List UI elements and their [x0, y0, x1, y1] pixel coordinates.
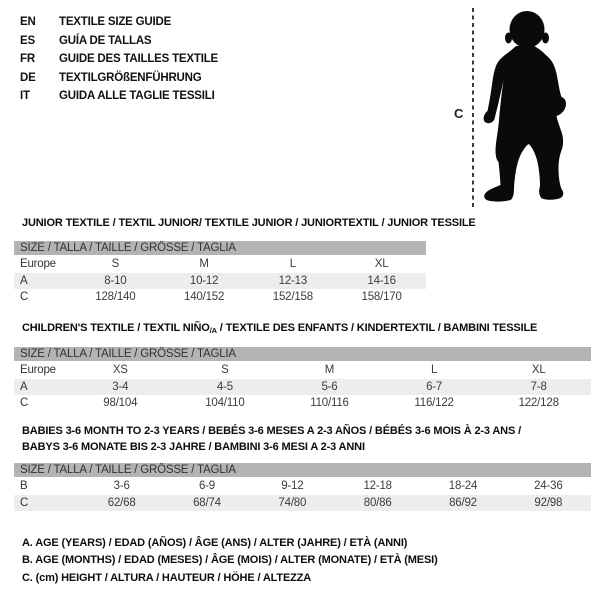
language-row — [20, 69, 218, 88]
size-cell: L — [289, 258, 296, 270]
size-cell: 152/158 — [272, 291, 313, 303]
language-row — [20, 13, 218, 32]
size-cell: 7-8 — [530, 380, 547, 393]
table-row — [14, 289, 426, 306]
size-cell: 5-6 — [321, 380, 338, 393]
language-code: DE — [20, 71, 36, 84]
size-cell: 128/140 — [95, 291, 136, 303]
guide-title: GUIDE DES TAILLES TEXTILE — [59, 53, 218, 66]
size-cell: 6-7 — [426, 380, 443, 393]
size-cell: 98/104 — [103, 397, 138, 409]
table-row — [14, 379, 591, 396]
heading-text: BABIES 3-6 MONTH TO 2-3 YEARS / BEBÉS 3-6 MESES A 2-3 AÑOS / BÉBÉS 3-6 MOIS À 2-3 ANS / — [22, 425, 521, 437]
height-measure-dashed-line — [472, 8, 474, 207]
size-cell: M — [199, 258, 209, 270]
size-cell: XS — [112, 364, 128, 376]
language-title-list — [20, 13, 218, 106]
guide-title: GUÍA DE TALLAS — [59, 34, 152, 47]
section-heading-children — [22, 321, 537, 339]
size-cell: 12-18 — [363, 480, 392, 492]
size-cell: S — [111, 258, 120, 270]
size-cell: 3-4 — [112, 380, 129, 393]
babies-size-table — [14, 463, 591, 511]
size-cell: 92/98 — [534, 496, 563, 509]
children-size-table — [14, 347, 591, 412]
size-cell: M — [324, 364, 335, 376]
legend-footnotes — [22, 535, 438, 587]
guide-title: TEXTILE SIZE GUIDE — [59, 16, 172, 28]
row-label: Europe — [20, 364, 56, 376]
size-cell: S — [221, 364, 229, 376]
size-cell: 14-16 — [367, 274, 396, 287]
size-cell: 6-9 — [198, 480, 215, 492]
size-bar-row — [14, 347, 591, 362]
size-cell: L — [430, 364, 438, 376]
size-cell: 24-36 — [534, 480, 563, 492]
heading-text: BABYS 3-6 MONATE BIS 2-3 JAHRE / BAMBINI 3-6 MESI A 2-3 ANNI — [22, 440, 365, 453]
language-code: ES — [20, 34, 35, 47]
size-cell: 74/80 — [278, 496, 307, 509]
size-cell: 140/152 — [184, 291, 225, 303]
row-label: C — [20, 397, 29, 409]
table-row — [14, 495, 591, 512]
row-label: C — [20, 291, 29, 303]
language-code: FR — [20, 53, 35, 66]
size-cell: 18-24 — [448, 480, 478, 492]
size-bar-row — [14, 463, 591, 478]
size-cell: 8-10 — [104, 274, 127, 287]
section-heading-babies — [22, 424, 521, 455]
size-cell: 116/122 — [414, 397, 454, 409]
size-cell: 9-12 — [281, 480, 304, 492]
table-row — [14, 256, 426, 273]
row-label: B — [20, 480, 28, 492]
size-cell: 86/92 — [449, 496, 477, 509]
size-cell: 10-12 — [189, 274, 219, 287]
heading-subscript: /A — [209, 326, 217, 335]
junior-size-table — [14, 241, 426, 306]
heading-line-1 — [22, 424, 521, 440]
size-cell: 4-5 — [216, 380, 233, 393]
size-bar-label: SIZE / TALLA / TAILLE / GRÖSSE / TAGLIA — [14, 241, 426, 256]
heading-text: / TEXTILE DES ENFANTS / KINDERTEXTIL / BAMBINI TESSILE — [216, 322, 538, 334]
footnote-age-months: B. AGE (MONTHS) / EDAD (MESES) / ÂGE (MOIS) / ALTER (MONATE) / ETÀ (MESI) — [22, 554, 438, 567]
table-row — [14, 395, 591, 412]
heading-line-2 — [22, 440, 521, 456]
language-row — [20, 87, 218, 106]
section-heading-junior — [22, 216, 476, 234]
size-cell: 104/110 — [205, 397, 245, 409]
size-bar-label: SIZE / TALLA / TAILLE / GRÖSSE / TAGLIA — [14, 463, 591, 478]
footnote-age-years: A. AGE (YEARS) / EDAD (AÑOS) / ÂGE (ANS) / ALTER (JAHRE) / ETÀ (ANNI) — [22, 537, 408, 549]
size-bar-row — [14, 241, 426, 256]
table-row — [14, 273, 426, 290]
toddler-silhouette-icon — [482, 8, 572, 208]
size-cell: 68/74 — [193, 496, 221, 509]
language-row — [20, 50, 218, 69]
guide-title: GUIDA ALLE TAGLIE TESSILI — [59, 90, 215, 103]
size-cell: 110/116 — [310, 397, 349, 409]
size-cell: 62/68 — [107, 496, 136, 509]
row-label: C — [20, 496, 29, 509]
row-label: A — [20, 274, 28, 287]
size-cell: 158/170 — [361, 291, 402, 303]
size-cell: XL — [531, 364, 546, 376]
guide-title: TEXTILGRÖßENFÜHRUNG — [59, 71, 202, 84]
size-cell: 80/86 — [363, 496, 392, 509]
footnote-height: C. (cm) HEIGHT / ALTURA / HAUTEUR / HÖHE / ALTEZZA — [22, 571, 312, 584]
language-code: IT — [20, 90, 30, 103]
size-cell: 12-13 — [278, 274, 308, 287]
language-row — [20, 32, 218, 51]
table-row — [14, 362, 591, 379]
language-code: EN — [20, 16, 36, 28]
size-cell: XL — [374, 258, 389, 270]
height-measure-label: C — [454, 106, 464, 121]
size-bar-label: SIZE / TALLA / TAILLE / GRÖSSE / TAGLIA — [14, 347, 591, 362]
heading-text: CHILDREN'S TEXTILE / TEXTIL NIÑO — [22, 322, 210, 334]
size-cell: 122/128 — [518, 397, 559, 409]
table-row — [14, 478, 591, 495]
heading-text: JUNIOR TEXTILE / TEXTIL JUNIOR/ TEXTILE JUNIOR / JUNIORTEXTIL / JUNIOR TESSILE — [22, 217, 476, 229]
size-cell: 3-6 — [113, 480, 130, 492]
row-label: A — [20, 380, 28, 393]
row-label: Europe — [20, 258, 56, 270]
